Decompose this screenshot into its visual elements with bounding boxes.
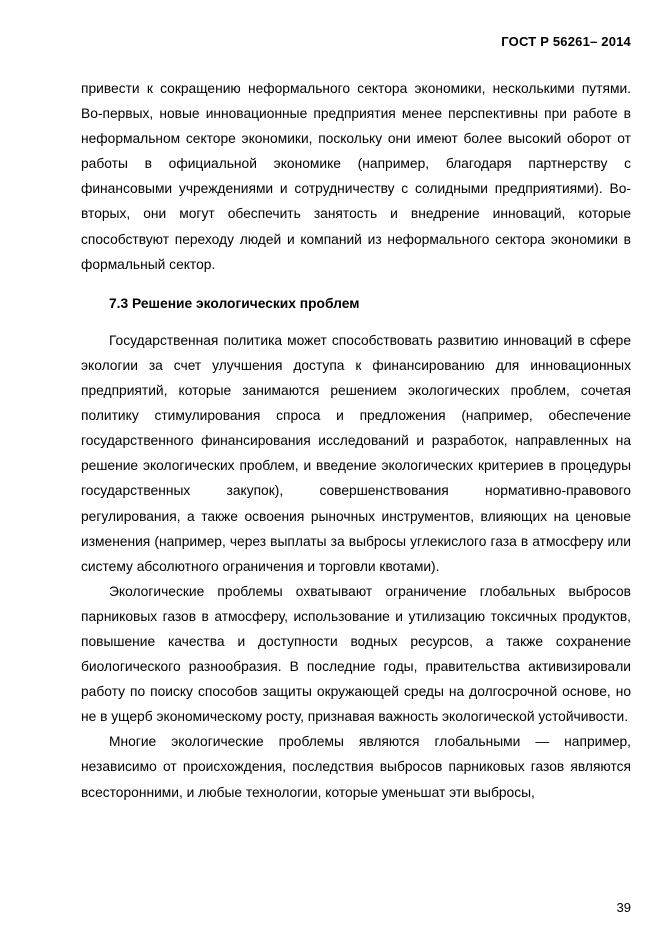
- paragraph: привести к сокращению неформального сектора экономики, несколькими путями. Во-первых, новые инновационные предприятия менее перспективны при работе в неформальном секторе экономики, поскольку они имеют более высокий оборот от работы в официальной экономике (например, благодаря партнерству с финансовыми учреждениями и сотрудничеству с солидными предприятиями). Во-вторых, они могут обеспечить занятость и внедрение инноваций, которые способствуют переходу людей и компаний из неформального сектора экономики в формальный сектор.: [81, 81, 631, 272]
- paragraph: Многие экологические проблемы являются глобальными — например, независимо от происхождения, последствия выбросов парниковых газов являются всесторонними, и любые технологии, которые уменьшат эти выбросы,: [81, 734, 631, 800]
- paragraph: Государственная политика может способствовать развитию инноваций в сфере экологии за счет улучшения доступа к финансированию для инновационных предприятий, которые занимаются решением экологических проблем, сочетая политику стимулирования спроса и предложения (например, обеспечение государственного финансирования исследований и разработок, направленных на решение экологических проблем, и введение экологических критериев в процедуры государственных закупок), совершенствования нормативно-правового регулирования, а также освоения рыночных инструментов, влияющих на ценовые изменения (например, через выплаты за выбросы углекислого газа в атмосферу или систему абсолютного ограничения и торговли квотами).: [81, 332, 631, 574]
- document-number-header: ГОСТ Р 56261– 2014: [501, 34, 631, 49]
- section-heading: 7.3 Решение экологических проблем: [109, 295, 360, 311]
- paragraph: Экологические проблемы охватывают ограничение глобальных выбросов парниковых газов в атмосферу, использование и утилизацию токсичных продуктов, повышение качества и доступности водных ресурсов, а также сохранение биологического разнообразия. В последние годы, правительства активизировали работу по поиску способов защиты окружающей среды на долгосрочной основе, но не в ущерб экономическому росту, признавая важность экологической устойчивости.: [81, 583, 631, 725]
- document-body: [81, 76, 631, 805]
- page-number: 39: [616, 900, 631, 915]
